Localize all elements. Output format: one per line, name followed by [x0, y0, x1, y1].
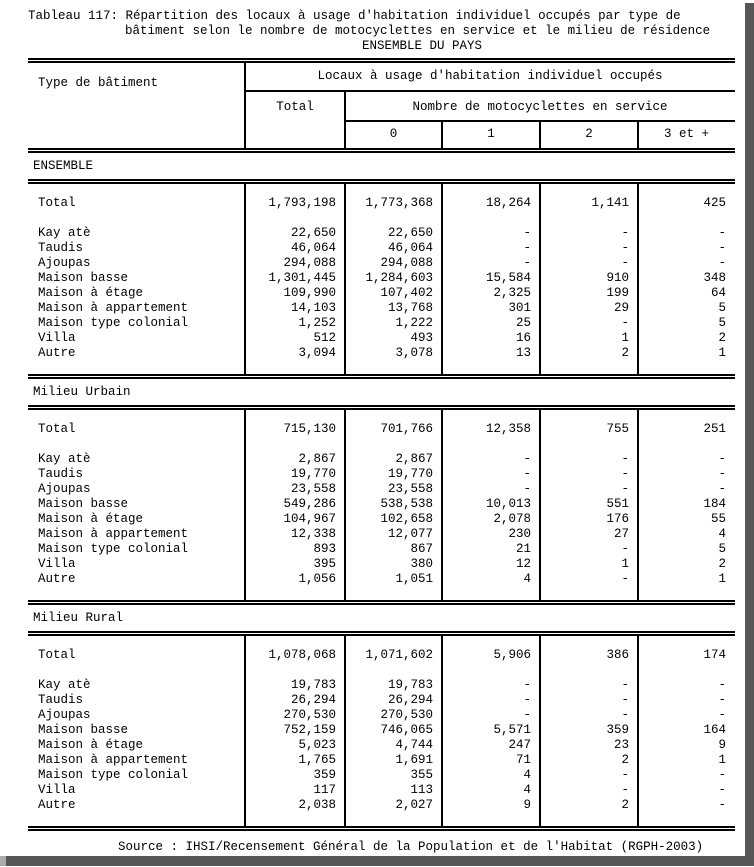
cell-value: -	[523, 241, 531, 255]
header-spacer	[28, 91, 245, 121]
cell-value: -	[621, 783, 629, 797]
row-label: Taudis	[38, 693, 84, 707]
row-label: Maison à appartement	[38, 753, 189, 767]
cell-value: 9	[523, 798, 531, 812]
cell-value: 4	[523, 572, 531, 586]
cell-value: 46,064	[290, 241, 336, 255]
cell-value: -	[718, 226, 726, 240]
cell-value: 1,773,368	[365, 196, 433, 210]
cell-value: 5,023	[298, 738, 336, 752]
column-divider	[244, 410, 246, 600]
header-col-1: 1	[487, 127, 495, 141]
section-title: Milieu Urbain	[33, 385, 131, 399]
cell-value: 1,301,445	[268, 271, 336, 285]
row-label: Ajoupas	[38, 482, 91, 496]
cell-value: 4	[523, 768, 531, 782]
cell-value: 4,744	[395, 738, 433, 752]
cell-value: 2,078	[493, 512, 531, 526]
cell-value: 2,867	[298, 452, 336, 466]
column-divider	[441, 121, 443, 148]
cell-value: -	[523, 226, 531, 240]
row-label: Maison type colonial	[38, 768, 189, 782]
row-label: Total	[38, 422, 76, 436]
cell-value: -	[523, 678, 531, 692]
cell-value: 12,338	[290, 527, 336, 541]
cell-value: -	[523, 467, 531, 481]
row-label: Maison type colonial	[38, 316, 189, 330]
row-label: Total	[38, 196, 76, 210]
cell-value: 2	[718, 331, 726, 345]
cell-value: 1,691	[395, 753, 433, 767]
cell-value: -	[621, 241, 629, 255]
row-label: Kay atè	[38, 452, 91, 466]
cell-value: -	[621, 482, 629, 496]
cell-value: 117	[313, 783, 336, 797]
cell-value: 18,264	[485, 196, 531, 210]
table-row	[28, 738, 735, 753]
cell-value: 5,906	[493, 648, 531, 662]
cell-value: 13	[515, 346, 531, 360]
cell-value: -	[621, 678, 629, 692]
header-spacer	[28, 121, 345, 148]
cell-value: -	[718, 708, 726, 722]
row-label: Maison à appartement	[38, 527, 189, 541]
table-title	[0, 0, 754, 54]
cell-value: 12	[515, 557, 531, 571]
section-rows	[28, 648, 735, 813]
column-divider	[539, 184, 541, 374]
cell-value: 512	[313, 331, 336, 345]
cell-value: 5,571	[493, 723, 531, 737]
column-divider	[244, 184, 246, 374]
column-divider	[539, 121, 541, 148]
column-divider	[539, 410, 541, 600]
cell-value: 25	[515, 316, 531, 330]
table-row	[28, 452, 735, 467]
header-type-de-batiment: Type de bâtiment	[38, 76, 159, 90]
table-row	[28, 527, 735, 542]
column-divider	[344, 636, 346, 826]
cell-value: 752,159	[283, 723, 336, 737]
cell-value: -	[718, 452, 726, 466]
row-label: Autre	[38, 572, 76, 586]
row-label: Maison basse	[38, 497, 129, 511]
table-row	[28, 723, 735, 738]
cell-value: 3,094	[298, 346, 336, 360]
table-row	[28, 271, 735, 286]
cell-value: 3,078	[395, 346, 433, 360]
cell-value: 270,530	[283, 708, 336, 722]
cell-value: -	[718, 798, 726, 812]
column-divider	[637, 121, 639, 148]
section-title: Milieu Rural	[33, 611, 124, 625]
table	[28, 58, 735, 855]
table-row	[28, 753, 735, 768]
table-row	[28, 286, 735, 301]
cell-value: 109,990	[283, 286, 336, 300]
title-line-3: ENSEMBLE DU PAYS	[362, 39, 483, 53]
cell-value: 1,793,198	[268, 196, 336, 210]
column-divider	[344, 91, 346, 148]
cell-value: 294,088	[380, 256, 433, 270]
cell-value: -	[718, 783, 726, 797]
table-row	[28, 241, 735, 256]
table-row	[28, 346, 735, 361]
table-row	[28, 693, 735, 708]
cell-value: 1,051	[395, 572, 433, 586]
cell-value: 16	[515, 331, 531, 345]
cell-value: 23	[613, 738, 629, 752]
cell-value: 359	[606, 723, 629, 737]
section-rows	[28, 196, 735, 361]
row-label: Maison basse	[38, 271, 129, 285]
cell-value: 14,103	[290, 301, 336, 315]
column-divider	[441, 410, 443, 600]
cell-value: 230	[508, 527, 531, 541]
column-divider	[441, 636, 443, 826]
table-row	[28, 482, 735, 497]
cell-value: 15,584	[485, 271, 531, 285]
row-label: Maison à étage	[38, 512, 144, 526]
row-label: Villa	[38, 557, 76, 571]
row-label: Taudis	[38, 241, 84, 255]
cell-value: 9	[718, 738, 726, 752]
column-divider	[344, 410, 346, 600]
table-row	[28, 572, 735, 587]
cell-value: 113	[410, 783, 433, 797]
cell-value: 549,286	[283, 497, 336, 511]
cell-value: 2	[621, 798, 629, 812]
cell-value: -	[621, 256, 629, 270]
table-row	[28, 648, 735, 663]
row-label: Total	[38, 648, 76, 662]
cell-value: 355	[410, 768, 433, 782]
cell-value: 22,650	[290, 226, 336, 240]
cell-value: 1,071,602	[365, 648, 433, 662]
row-label: Villa	[38, 331, 76, 345]
cell-value: 1,056	[298, 572, 336, 586]
table-row	[28, 557, 735, 572]
cell-value: 247	[508, 738, 531, 752]
cell-value: 1	[718, 346, 726, 360]
cell-value: 380	[410, 557, 433, 571]
row-label: Maison à étage	[38, 286, 144, 300]
table-section	[28, 605, 735, 831]
cell-value: -	[621, 452, 629, 466]
table-row	[28, 256, 735, 271]
cell-value: 551	[606, 497, 629, 511]
cell-value: 22,650	[387, 226, 433, 240]
table-row	[28, 316, 735, 331]
cell-value: 29	[613, 301, 629, 315]
cell-value: -	[718, 768, 726, 782]
spacer-row	[28, 211, 735, 226]
cell-value: 176	[606, 512, 629, 526]
cell-value: -	[718, 467, 726, 481]
column-divider	[637, 636, 639, 826]
section-title: ENSEMBLE	[33, 159, 94, 173]
header-moto-group: Nombre de motocyclettes en service	[412, 100, 668, 114]
cell-value: 4	[523, 783, 531, 797]
spacer-row	[28, 663, 735, 678]
cell-value: -	[718, 256, 726, 270]
cell-value: -	[621, 572, 629, 586]
cell-value: -	[523, 256, 531, 270]
cell-value: 21	[515, 542, 531, 556]
cell-value: 174	[703, 648, 726, 662]
cell-value: 12,077	[387, 527, 433, 541]
cell-value: 12,358	[485, 422, 531, 436]
table-row	[28, 331, 735, 346]
cell-value: 746,065	[380, 723, 433, 737]
cell-value: -	[621, 693, 629, 707]
cell-value: -	[621, 226, 629, 240]
cell-value: 19,770	[290, 467, 336, 481]
section-body	[28, 184, 735, 374]
table-row	[28, 708, 735, 723]
title-line-1: Tableau 117: Répartition des locaux à usage d'habitation individuel occupés par type de	[28, 9, 681, 23]
cell-value: 701,766	[380, 422, 433, 436]
cell-value: 251	[703, 422, 726, 436]
cell-value: 1,252	[298, 316, 336, 330]
cell-value: 26,294	[290, 693, 336, 707]
cell-value: -	[718, 693, 726, 707]
cell-value: 19,783	[290, 678, 336, 692]
cell-value: 867	[410, 542, 433, 556]
cell-value: 1,141	[591, 196, 629, 210]
cell-value: 2,867	[395, 452, 433, 466]
table-sections	[28, 153, 735, 831]
table-row	[28, 798, 735, 813]
cell-value: 1,222	[395, 316, 433, 330]
cell-value: 2	[621, 346, 629, 360]
row-label: Taudis	[38, 467, 84, 481]
cell-value: 23,558	[290, 482, 336, 496]
cell-value: 102,658	[380, 512, 433, 526]
cell-value: 2,027	[395, 798, 433, 812]
column-divider	[539, 636, 541, 826]
row-label: Autre	[38, 798, 76, 812]
cell-value: 755	[606, 422, 629, 436]
cell-value: 1	[718, 572, 726, 586]
cell-value: 2	[718, 557, 726, 571]
column-divider	[637, 410, 639, 600]
cell-value: 10,013	[485, 497, 531, 511]
table-section	[28, 153, 735, 379]
title-line-2: bâtiment selon le nombre de motocyclettes en service et le milieu de résidence	[125, 24, 711, 38]
column-divider	[344, 184, 346, 374]
cell-value: 71	[515, 753, 531, 767]
column-divider	[637, 184, 639, 374]
cell-value: 294,088	[283, 256, 336, 270]
cell-value: 1	[718, 753, 726, 767]
cell-value: 493	[410, 331, 433, 345]
page-frame-right	[745, 3, 754, 856]
row-label: Maison à étage	[38, 738, 144, 752]
row-label: Villa	[38, 783, 76, 797]
table-row	[28, 226, 735, 241]
row-label: Ajoupas	[38, 708, 91, 722]
cell-value: -	[523, 708, 531, 722]
cell-value: 425	[703, 196, 726, 210]
cell-value: 270,530	[380, 708, 433, 722]
cell-value: 26,294	[387, 693, 433, 707]
cell-value: 27	[613, 527, 629, 541]
page-frame-bottom	[6, 856, 754, 866]
cell-value: 64	[710, 286, 726, 300]
cell-value: 910	[606, 271, 629, 285]
cell-value: 5	[718, 316, 726, 330]
column-divider	[244, 63, 246, 148]
table-row	[28, 301, 735, 316]
table-section	[28, 379, 735, 605]
cell-value: 199	[606, 286, 629, 300]
cell-value: 538,538	[380, 497, 433, 511]
header-rule	[245, 90, 735, 92]
cell-value: 46,064	[387, 241, 433, 255]
cell-value: 2,038	[298, 798, 336, 812]
table-header	[28, 63, 735, 148]
cell-value: 893	[313, 542, 336, 556]
cell-value: -	[523, 452, 531, 466]
cell-value: 1,078,068	[268, 648, 336, 662]
cell-value: -	[621, 316, 629, 330]
cell-value: -	[621, 768, 629, 782]
table-row	[28, 467, 735, 482]
cell-value: 715,130	[283, 422, 336, 436]
cell-value: 1	[621, 557, 629, 571]
column-divider	[441, 184, 443, 374]
cell-value: 1,284,603	[365, 271, 433, 285]
table-row	[28, 678, 735, 693]
cell-value: 13,768	[387, 301, 433, 315]
cell-value: 19,770	[387, 467, 433, 481]
cell-value: 386	[606, 648, 629, 662]
cell-value: -	[621, 542, 629, 556]
cell-value: 395	[313, 557, 336, 571]
cell-value: -	[523, 693, 531, 707]
cell-value: -	[621, 467, 629, 481]
source-note: Source : IHSI/Recensement Général de la Population et de l'Habitat (RGPH-2003)	[118, 840, 704, 854]
cell-value: 5	[718, 301, 726, 315]
table-row	[28, 542, 735, 557]
cell-value: 301	[508, 301, 531, 315]
spacer-row	[28, 437, 735, 452]
row-label: Ajoupas	[38, 256, 91, 270]
table-row	[28, 422, 735, 437]
table-row	[28, 512, 735, 527]
column-divider	[244, 636, 246, 826]
section-rows	[28, 422, 735, 587]
cell-value: 19,783	[387, 678, 433, 692]
header-col-0: 0	[389, 127, 398, 141]
row-label: Kay atè	[38, 226, 91, 240]
row-label: Maison type colonial	[38, 542, 189, 556]
cell-value: 5	[718, 542, 726, 556]
table-row	[28, 768, 735, 783]
cell-value: 107,402	[380, 286, 433, 300]
table-row	[28, 783, 735, 798]
header-col-2: 2	[585, 127, 593, 141]
cell-value: -	[718, 241, 726, 255]
section-body	[28, 636, 735, 826]
cell-value: 104,967	[283, 512, 336, 526]
cell-value: 164	[703, 723, 726, 737]
cell-value: 184	[703, 497, 726, 511]
row-label: Kay atè	[38, 678, 91, 692]
cell-value: 55	[710, 512, 726, 526]
table-row	[28, 497, 735, 512]
header-group-label: Locaux à usage d'habitation individuel occupés	[317, 69, 663, 83]
header-col-3-et-plus: 3 et +	[663, 127, 709, 141]
cell-value: -	[718, 482, 726, 496]
cell-value: 2,325	[493, 286, 531, 300]
row-label: Maison à appartement	[38, 301, 189, 315]
cell-value: 23,558	[387, 482, 433, 496]
cell-value: 4	[718, 527, 726, 541]
row-label: Autre	[38, 346, 76, 360]
cell-value: 1,765	[298, 753, 336, 767]
cell-value: -	[718, 678, 726, 692]
cell-value: -	[523, 482, 531, 496]
cell-value: 359	[313, 768, 336, 782]
header-total: Total	[276, 100, 314, 114]
cell-value: 1	[621, 331, 629, 345]
row-label: Maison basse	[38, 723, 129, 737]
cell-value: 348	[703, 271, 726, 285]
table-row	[28, 196, 735, 211]
section-body	[28, 410, 735, 600]
cell-value: -	[621, 708, 629, 722]
cell-value: 2	[621, 753, 629, 767]
